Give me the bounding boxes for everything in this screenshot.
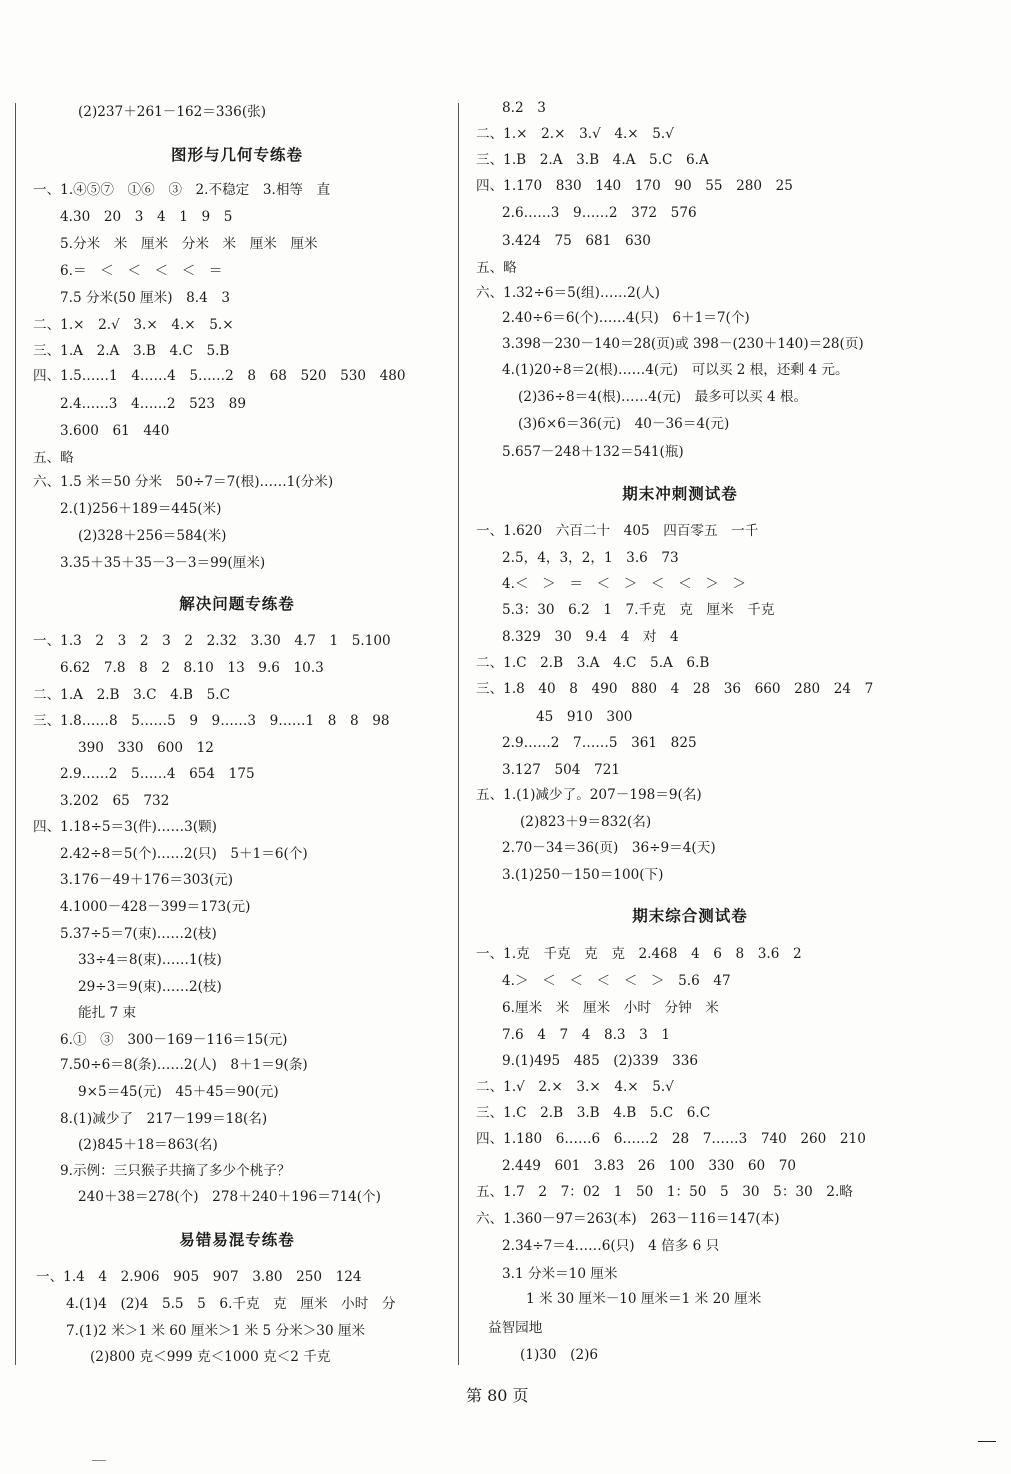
answer-line: 一、1.4 4 2.906 905 907 3.80 250 124 (36, 1269, 362, 1285)
answer-line: 3.127 504 721 (502, 762, 620, 778)
answer-line: 7.(1)2 米＞1 米 60 厘米＞1 米 5 分米＞30 厘米 (66, 1323, 366, 1339)
answer-line: 4.＜ ＞ ＝ ＜ ＞ ＜ ＜ ＞ ＞ (502, 576, 747, 592)
answer-line: 4.＞ ＜ ＜ ＜ ＜ ＞ 5.6 47 (502, 973, 731, 989)
answer-line: 8.2 3 (502, 100, 546, 116)
answer-line: 240＋38＝278(个) 278＋240＋196＝714(个) (78, 1189, 381, 1205)
section-title-problem-solving: 解决问题专练卷 (179, 595, 295, 613)
answer-line: 一、1.3 2 3 2 3 2 2.32 3.30 4.7 1 5.100 (33, 633, 391, 649)
corner-mark (92, 1460, 106, 1461)
answer-line: 6.厘米 米 厘米 小时 分钟 米 (502, 1000, 719, 1016)
answer-line: 6.＝ ＜ ＜ ＜ ＜ ＝ (60, 263, 223, 279)
answer-line: 二、1.× 2.√ 3.× 4.× 5.× (33, 317, 234, 333)
answer-line: 3.398－230－140＝28(页)或 398－(230＋140)＝28(页) (502, 336, 864, 352)
answer-line: 3.424 75 681 630 (502, 233, 651, 249)
answer-line: 2.70－34＝36(页) 36÷9＝4(天) (502, 840, 716, 856)
answer-line: 一、1.④⑤⑦ ①⑥ ③ 2.不稳定 3.相等 直 (33, 182, 331, 198)
answer-line: 2.4……3 4……2 523 89 (60, 396, 246, 412)
answer-line: 2.40÷6＝6(个)……4(只) 6＋1＝7(个) (502, 310, 750, 326)
answer-line: 4.1000－428－399＝173(元) (60, 899, 251, 915)
answer-line: 4.(1)4 (2)4 5.5 5 6.千克 克 厘米 小时 分 (66, 1296, 396, 1312)
answer-line: 益智园地 (488, 1320, 543, 1336)
answer-line: 2.42÷8＝5(个)……2(只) 5＋1＝6(个) (60, 846, 308, 862)
answer-line: 六、1.360－97＝263(本) 263－116＝147(本) (476, 1211, 780, 1227)
answer-line: 一、1.克 千克 克 克 2.468 4 6 8 3.6 2 (476, 946, 802, 962)
answer-line: (2)237＋261－162＝336(张) (78, 104, 267, 120)
answer-line: 2.5，4，3，2，1 3.6 73 (502, 550, 679, 566)
answer-line: 三、1.C 2.B 3.B 4.B 5.C 6.C (476, 1105, 711, 1121)
answer-line: 六、1.5 米＝50 分米 50÷7＝7(根)……1(分米) (33, 474, 334, 490)
answer-line: 3.600 61 440 (60, 423, 170, 439)
answer-line: 一、1.620 六百二十 405 四百零五 一千 (476, 523, 759, 539)
corner-mark (978, 1441, 996, 1442)
answer-line: 二、1.√ 2.× 3.× 4.× 5.√ (476, 1079, 674, 1095)
answer-line: 2.34÷7＝4……6(只) 4 倍多 6 只 (502, 1238, 720, 1254)
answer-line: 四、1.180 6……6 6……2 28 7……3 740 260 210 (476, 1131, 866, 1147)
answer-line: 33÷4＝8(束)……1(枝) (78, 952, 222, 968)
answer-line: 5.37÷5＝7(束)……2(枝) (60, 926, 217, 942)
answer-line: 三、1.B 2.A 3.B 4.A 5.C 6.A (476, 152, 709, 168)
answer-line: 45 910 300 (536, 709, 633, 725)
answer-line: 5.3：30 6.2 1 7.千克 克 厘米 千克 (502, 602, 775, 618)
answer-line: 4.(1)20÷8＝2(根)……4(元) 可以买 2 根，还剩 4 元。 (502, 362, 849, 378)
column-divider (458, 103, 459, 1365)
section-title-geometry: 图形与几何专练卷 (170, 146, 304, 164)
answer-line: 3.35＋35＋35－3－3＝99(厘米) (60, 555, 266, 571)
answer-line: 三、1.8 40 8 490 880 4 28 36 660 280 24 7 (476, 681, 874, 697)
answer-line: 能扎 7 束 (78, 1005, 137, 1021)
answer-line: (2)845＋18＝863(名) (78, 1137, 218, 1153)
answer-line: (2)823＋9＝832(名) (520, 814, 652, 830)
page-number: 第 80 页 (466, 1386, 529, 1405)
answer-line: 9×5＝45(元) 45＋45＝90(元) (78, 1084, 279, 1100)
answer-line: 3.202 65 732 (60, 793, 170, 809)
answer-line: 二、1.× 2.× 3.√ 4.× 5.√ (476, 126, 674, 142)
answer-line: 6.① ③ 300－169－116＝15(元) (60, 1032, 288, 1048)
answer-line: 三、1.8……8 5……5 9 9……3 9……1 8 8 98 (33, 713, 390, 729)
answer-line: 9.(1)495 485 (2)339 336 (502, 1053, 699, 1069)
answer-line: 五、1.7 2 7：02 1 50 1：50 5 30 5：30 2.略 (476, 1184, 853, 1200)
section-title-error-prone: 易错易混专练卷 (179, 1231, 295, 1249)
answer-line: 六、1.32÷6＝5(组)……2(人) (476, 285, 660, 301)
answer-line: 三、1.A 2.A 3.B 4.C 5.B (33, 343, 230, 359)
answer-line: 四、1.170 830 140 170 90 55 280 25 (476, 178, 793, 194)
answer-line: 6.62 7.8 8 2 8.10 13 9.6 10.3 (60, 660, 324, 676)
answer-line: 9.示例：三只猴子共摘了多少个桃子？ (60, 1163, 291, 1179)
answer-line: 8.(1)减少了 217－199＝18(名) (60, 1111, 268, 1127)
answer-line: 2.(1)256＋189＝445(米) (60, 501, 222, 517)
answer-line: (3)6×6＝36(元) 40－36＝4(元) (518, 416, 730, 432)
answer-line: 二、1.A 2.B 3.C 4.B 5.C (33, 687, 231, 703)
answer-line: (1)30 (2)6 (520, 1347, 599, 1363)
answer-line: (2)36÷8＝4(根)……4(元) 最多可以买 4 根。 (518, 389, 808, 405)
answer-line: 3.1 分米＝10 厘米 (502, 1266, 618, 1282)
answer-line: 7.50÷6＝8(条)……2(人) 8＋1＝9(条) (60, 1057, 308, 1073)
answer-line: 7.6 4 7 4 8.3 3 1 (502, 1027, 671, 1043)
answer-line: 4.30 20 3 4 1 9 5 (60, 209, 233, 225)
answer-line: 二、1.C 2.B 3.A 4.C 5.A 6.B (476, 655, 710, 671)
section-title-final-comprehensive: 期末综合测试卷 (632, 907, 748, 925)
answer-line: 5.分米 米 厘米 分米 米 厘米 厘米 (60, 236, 318, 252)
answer-line: 2.449 601 3.83 26 100 330 60 70 (502, 1158, 797, 1174)
answer-line: 五、略 (476, 260, 517, 276)
answer-line: 7.5 分米(50 厘米) 8.4 3 (60, 290, 230, 306)
answer-line: 2.9……2 7……5 361 825 (502, 735, 697, 751)
answer-line: 五、略 (33, 450, 74, 466)
answer-line: 8.329 30 9.4 4 对 4 (502, 629, 679, 645)
answer-line: 1 米 30 厘米－10 厘米＝1 米 20 厘米 (526, 1291, 762, 1307)
answer-line: 390 330 600 12 (78, 740, 214, 756)
section-title-final-sprint: 期末冲刺测试卷 (622, 485, 738, 503)
left-margin-rule (15, 103, 16, 1365)
answer-line: 五、1.(1)减少了。207－198＝9(名) (476, 787, 702, 803)
answer-line: (2)328＋256＝584(米) (78, 528, 227, 544)
answer-line: 3.176－49＋176＝303(元) (60, 872, 234, 888)
answer-line: 四、1.18÷5＝3(件)……3(颗) (33, 819, 217, 835)
answer-line: 29÷3＝9(束)……2(枝) (78, 979, 222, 995)
answer-line: 3.(1)250－150＝100(下) (502, 867, 664, 883)
answer-line: 2.6……3 9……2 372 576 (502, 205, 697, 221)
answer-line: 四、1.5……1 4……4 5……2 8 68 520 530 480 (33, 368, 406, 384)
answer-line: 2.9……2 5……4 654 175 (60, 766, 255, 782)
answer-line: (2)800 克＜999 克＜1000 克＜2 千克 (90, 1349, 331, 1365)
answer-line: 5.657－248＋132＝541(瓶) (502, 444, 684, 460)
